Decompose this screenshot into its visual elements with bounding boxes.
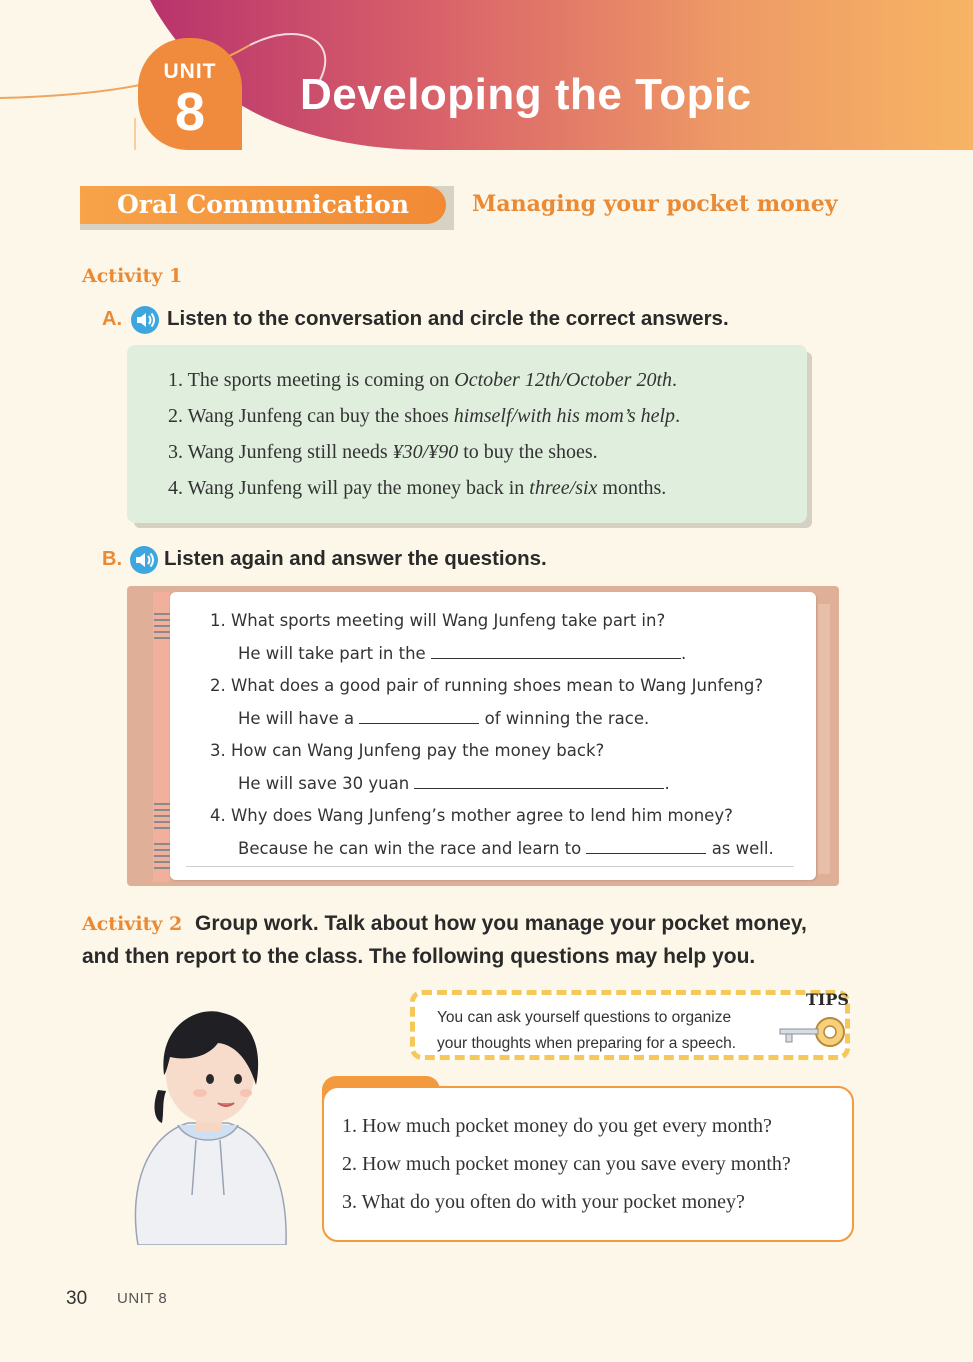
list-item: 3. What do you often do with your pocket money? — [342, 1191, 745, 1213]
girl-illustration — [118, 995, 298, 1245]
answer-line: He will take part in the . — [238, 644, 687, 663]
answer-line: Because he can win the race and learn to as well. — [238, 839, 774, 858]
list-item: 3. Wang Junfeng still needs ¥30/¥90 to buy the shoes. — [168, 441, 598, 463]
part-b-letter: B. — [102, 548, 122, 570]
activity-2-instruction-line2: and then report to the class. The following questions may help you. — [82, 945, 756, 968]
answer-options[interactable]: three/six — [529, 477, 598, 499]
part-a-letter: A. — [102, 308, 122, 330]
list-item: 2. How much pocket money can you save every month? — [342, 1153, 791, 1175]
page-number: 30 — [66, 1288, 88, 1309]
answer-blank[interactable] — [431, 657, 681, 659]
speaker-icon[interactable] — [129, 545, 159, 575]
page-title: Developing the Topic — [300, 70, 752, 119]
section-title: Oral Communication — [117, 190, 409, 219]
answer-options[interactable]: ¥30/¥90 — [392, 441, 459, 463]
question: 3. How can Wang Junfeng pay the money back? — [210, 741, 605, 760]
answer-line: He will save 30 yuan . — [238, 774, 670, 793]
tips-line-1: You can ask yourself questions to organize — [437, 1009, 732, 1026]
answer-options[interactable]: October 12th/October 20th — [454, 369, 673, 391]
list-item: 2. Wang Junfeng can buy the shoes himself/with his mom’s help. — [168, 405, 681, 427]
activity-2-label: Activity 2 — [82, 913, 183, 935]
activity-2-instruction-line1: Group work. Talk about how you manage your pocket money, — [195, 912, 807, 935]
part-b-instruction: Listen again and answer the questions. — [164, 547, 547, 570]
notebook-page — [170, 592, 816, 880]
speaker-icon[interactable] — [130, 305, 160, 335]
footer-unit: UNIT 8 — [117, 1290, 168, 1307]
divider — [186, 866, 794, 867]
unit-number: 8 — [174, 82, 206, 142]
notebook-edge — [818, 604, 830, 874]
tips-line-2: your thoughts when preparing for a speech. — [437, 1035, 736, 1052]
part-a-instruction: Listen to the conversation and circle the correct answers. — [167, 307, 729, 330]
activity-1-label: Activity 1 — [82, 265, 183, 287]
list-item: 1. The sports meeting is coming on October 12th/October 20th. — [168, 369, 678, 391]
key-icon — [778, 1012, 848, 1054]
tips-label: TIPS — [806, 990, 849, 1009]
list-item: 4. Wang Junfeng will pay the money back in three/six months. — [168, 477, 667, 499]
list-item: 1. How much pocket money do you get every month? — [342, 1115, 772, 1137]
question: 4. Why does Wang Junfeng’s mother agree to lend him money? — [210, 806, 733, 825]
unit-word: UNIT — [163, 60, 217, 83]
section-subtitle: Managing your pocket money — [472, 191, 838, 217]
answer-line: He will have a of winning the race. — [238, 709, 650, 728]
answer-blank[interactable] — [359, 722, 479, 724]
answer-blank[interactable] — [586, 852, 706, 854]
answer-blank[interactable] — [414, 787, 664, 789]
unit-badge — [138, 38, 242, 150]
answer-options[interactable]: himself/with his mom’s help — [453, 405, 676, 427]
question: 1. What sports meeting will Wang Junfeng take part in? — [210, 611, 666, 630]
question: 2. What does a good pair of running shoes mean to Wang Junfeng? — [210, 676, 764, 695]
